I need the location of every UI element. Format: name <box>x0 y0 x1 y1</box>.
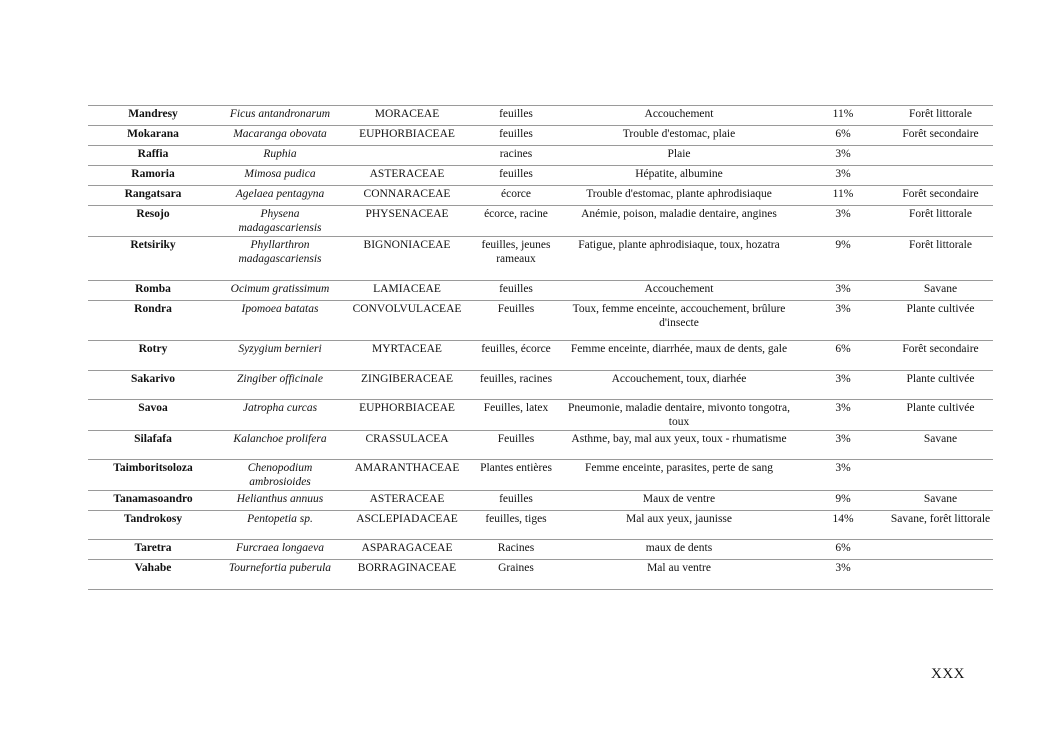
frequency-cell: 3% <box>798 431 888 460</box>
table-row <box>88 237 993 281</box>
common-name-cell: Mandresy <box>88 106 218 126</box>
table-row <box>88 560 993 590</box>
common-name-cell: Tandrokosy <box>88 511 218 540</box>
therapeutic-use-cell: Mal aux yeux, jaunisse <box>560 511 798 540</box>
habitat-cell: Forêt secondaire <box>888 186 993 206</box>
scientific-name-cell: Zingiber officinale <box>218 371 342 400</box>
therapeutic-use-cell: Mal au ventre <box>560 560 798 590</box>
therapeutic-use-cell: Anémie, poison, maladie dentaire, angines <box>560 206 798 237</box>
plant-part-cell: feuilles <box>472 126 560 146</box>
therapeutic-use-cell: Asthme, bay, mal aux yeux, toux - rhumatisme <box>560 431 798 460</box>
plant-part-cell: écorce, racine <box>472 206 560 237</box>
family-cell: CONVOLVULACEAE <box>342 301 472 341</box>
frequency-cell: 3% <box>798 166 888 186</box>
plant-part-cell: feuilles <box>472 491 560 511</box>
medicinal-plants-table <box>88 105 993 590</box>
scientific-name-cell: Ficus antandronarum <box>218 106 342 126</box>
common-name-cell: Raffia <box>88 146 218 166</box>
scientific-name-cell: Pentopetia sp. <box>218 511 342 540</box>
common-name-cell: Silafafa <box>88 431 218 460</box>
common-name-cell: Sakarivo <box>88 371 218 400</box>
habitat-cell: Savane <box>888 281 993 301</box>
scientific-name-cell: Physena madagascariensis <box>218 206 342 237</box>
plant-part-cell: Feuilles <box>472 301 560 341</box>
frequency-cell: 3% <box>798 371 888 400</box>
scientific-name-cell: Kalanchoe prolifera <box>218 431 342 460</box>
common-name-cell: Rondra <box>88 301 218 341</box>
plant-part-cell: feuilles, écorce <box>472 341 560 371</box>
therapeutic-use-cell: Accouchement <box>560 281 798 301</box>
habitat-cell <box>888 540 993 560</box>
habitat-cell: Forêt littorale <box>888 106 993 126</box>
plant-part-cell: feuilles <box>472 166 560 186</box>
plant-part-cell: feuilles <box>472 281 560 301</box>
table-row <box>88 540 993 560</box>
plant-part-cell: Feuilles, latex <box>472 400 560 431</box>
family-cell: PHYSENACEAE <box>342 206 472 237</box>
family-cell: ASCLEPIADACEAE <box>342 511 472 540</box>
scientific-name-cell: Ipomoea batatas <box>218 301 342 341</box>
plant-part-cell: feuilles, racines <box>472 371 560 400</box>
table-row <box>88 491 993 511</box>
habitat-cell: Forêt littorale <box>888 206 993 237</box>
therapeutic-use-cell: Plaie <box>560 146 798 166</box>
common-name-cell: Taretra <box>88 540 218 560</box>
family-cell: ZINGIBERACEAE <box>342 371 472 400</box>
therapeutic-use-cell: Trouble d'estomac, plaie <box>560 126 798 146</box>
habitat-cell: Forêt secondaire <box>888 341 993 371</box>
family-cell: BIGNONIACEAE <box>342 237 472 281</box>
common-name-cell: Romba <box>88 281 218 301</box>
common-name-cell: Mokarana <box>88 126 218 146</box>
frequency-cell: 3% <box>798 301 888 341</box>
table-body <box>88 106 993 590</box>
therapeutic-use-cell: Hépatite, albumine <box>560 166 798 186</box>
family-cell: ASTERACEAE <box>342 166 472 186</box>
scientific-name-cell: Tournefortia puberula <box>218 560 342 590</box>
common-name-cell: Retsiriky <box>88 237 218 281</box>
table-row <box>88 371 993 400</box>
frequency-cell: 3% <box>798 460 888 491</box>
therapeutic-use-cell: Trouble d'estomac, plante aphrodisiaque <box>560 186 798 206</box>
family-cell: BORRAGINACEAE <box>342 560 472 590</box>
scientific-name-cell: Jatropha curcas <box>218 400 342 431</box>
table-row <box>88 146 993 166</box>
scientific-name-cell: Ocimum gratissimum <box>218 281 342 301</box>
habitat-cell: Savane <box>888 431 993 460</box>
therapeutic-use-cell: Toux, femme enceinte, accouchement, brûlure d'insecte <box>560 301 798 341</box>
habitat-cell: Forêt secondaire <box>888 126 993 146</box>
family-cell: CONNARACEAE <box>342 186 472 206</box>
family-cell: MYRTACEAE <box>342 341 472 371</box>
family-cell: EUPHORBIACEAE <box>342 126 472 146</box>
family-cell: ASPARAGACEAE <box>342 540 472 560</box>
scientific-name-cell: Chenopodium ambrosioides <box>218 460 342 491</box>
plant-part-cell: feuilles <box>472 106 560 126</box>
frequency-cell: 11% <box>798 106 888 126</box>
table-row <box>88 106 993 126</box>
therapeutic-use-cell: Femme enceinte, parasites, perte de sang <box>560 460 798 491</box>
frequency-cell: 3% <box>798 281 888 301</box>
plant-part-cell: Feuilles <box>472 431 560 460</box>
common-name-cell: Rotry <box>88 341 218 371</box>
therapeutic-use-cell: maux de dents <box>560 540 798 560</box>
table-row <box>88 301 993 341</box>
therapeutic-use-cell: Pneumonie, maladie dentaire, mivonto tongotra, toux <box>560 400 798 431</box>
frequency-cell: 6% <box>798 126 888 146</box>
family-cell: EUPHORBIACEAE <box>342 400 472 431</box>
frequency-cell: 9% <box>798 491 888 511</box>
family-cell <box>342 146 472 166</box>
family-cell: ASTERACEAE <box>342 491 472 511</box>
plant-part-cell: feuilles, tiges <box>472 511 560 540</box>
common-name-cell: Vahabe <box>88 560 218 590</box>
frequency-cell: 3% <box>798 400 888 431</box>
therapeutic-use-cell: Accouchement <box>560 106 798 126</box>
habitat-cell: Plante cultivée <box>888 400 993 431</box>
plant-part-cell: écorce <box>472 186 560 206</box>
common-name-cell: Taimboritsoloza <box>88 460 218 491</box>
therapeutic-use-cell: Accouchement, toux, diarhée <box>560 371 798 400</box>
frequency-cell: 6% <box>798 341 888 371</box>
frequency-cell: 3% <box>798 560 888 590</box>
frequency-cell: 3% <box>798 146 888 166</box>
habitat-cell: Savane, forêt littorale <box>888 511 993 540</box>
common-name-cell: Tanamasoandro <box>88 491 218 511</box>
habitat-cell <box>888 166 993 186</box>
table-row <box>88 281 993 301</box>
table-row <box>88 341 993 371</box>
scientific-name-cell: Mimosa pudica <box>218 166 342 186</box>
scientific-name-cell: Furcraea longaeva <box>218 540 342 560</box>
common-name-cell: Resojo <box>88 206 218 237</box>
family-cell: MORACEAE <box>342 106 472 126</box>
frequency-cell: 3% <box>798 206 888 237</box>
scientific-name-cell: Ruphia <box>218 146 342 166</box>
habitat-cell <box>888 560 993 590</box>
plant-part-cell: Graines <box>472 560 560 590</box>
common-name-cell: Rangatsara <box>88 186 218 206</box>
family-cell: LAMIACEAE <box>342 281 472 301</box>
plant-part-cell: Plantes entières <box>472 460 560 491</box>
habitat-cell: Forêt littorale <box>888 237 993 281</box>
frequency-cell: 9% <box>798 237 888 281</box>
table-row <box>88 186 993 206</box>
habitat-cell: Plante cultivée <box>888 301 993 341</box>
table-row <box>88 166 993 186</box>
scientific-name-cell: Agelaea pentagyna <box>218 186 342 206</box>
family-cell: AMARANTHACEAE <box>342 460 472 491</box>
plant-part-cell: Racines <box>472 540 560 560</box>
common-name-cell: Savoa <box>88 400 218 431</box>
habitat-cell: Savane <box>888 491 993 511</box>
frequency-cell: 11% <box>798 186 888 206</box>
therapeutic-use-cell: Femme enceinte, diarrhée, maux de dents, gale <box>560 341 798 371</box>
therapeutic-use-cell: Fatigue, plante aphrodisiaque, toux, hozatra <box>560 237 798 281</box>
family-cell: CRASSULACEA <box>342 431 472 460</box>
common-name-cell: Ramoria <box>88 166 218 186</box>
frequency-cell: 6% <box>798 540 888 560</box>
plant-part-cell: feuilles, jeunes rameaux <box>472 237 560 281</box>
scientific-name-cell: Helianthus annuus <box>218 491 342 511</box>
page-label: XXX <box>931 666 965 682</box>
table-row <box>88 431 993 460</box>
scientific-name-cell: Phyllarthron madagascariensis <box>218 237 342 281</box>
therapeutic-use-cell: Maux de ventre <box>560 491 798 511</box>
habitat-cell: Plante cultivée <box>888 371 993 400</box>
habitat-cell <box>888 146 993 166</box>
habitat-cell <box>888 460 993 491</box>
table-row <box>88 400 993 431</box>
table-row <box>88 126 993 146</box>
plant-part-cell: racines <box>472 146 560 166</box>
table-row <box>88 511 993 540</box>
frequency-cell: 14% <box>798 511 888 540</box>
table-row <box>88 206 993 237</box>
scientific-name-cell: Macaranga obovata <box>218 126 342 146</box>
table-row <box>88 460 993 491</box>
scientific-name-cell: Syzygium bernieri <box>218 341 342 371</box>
